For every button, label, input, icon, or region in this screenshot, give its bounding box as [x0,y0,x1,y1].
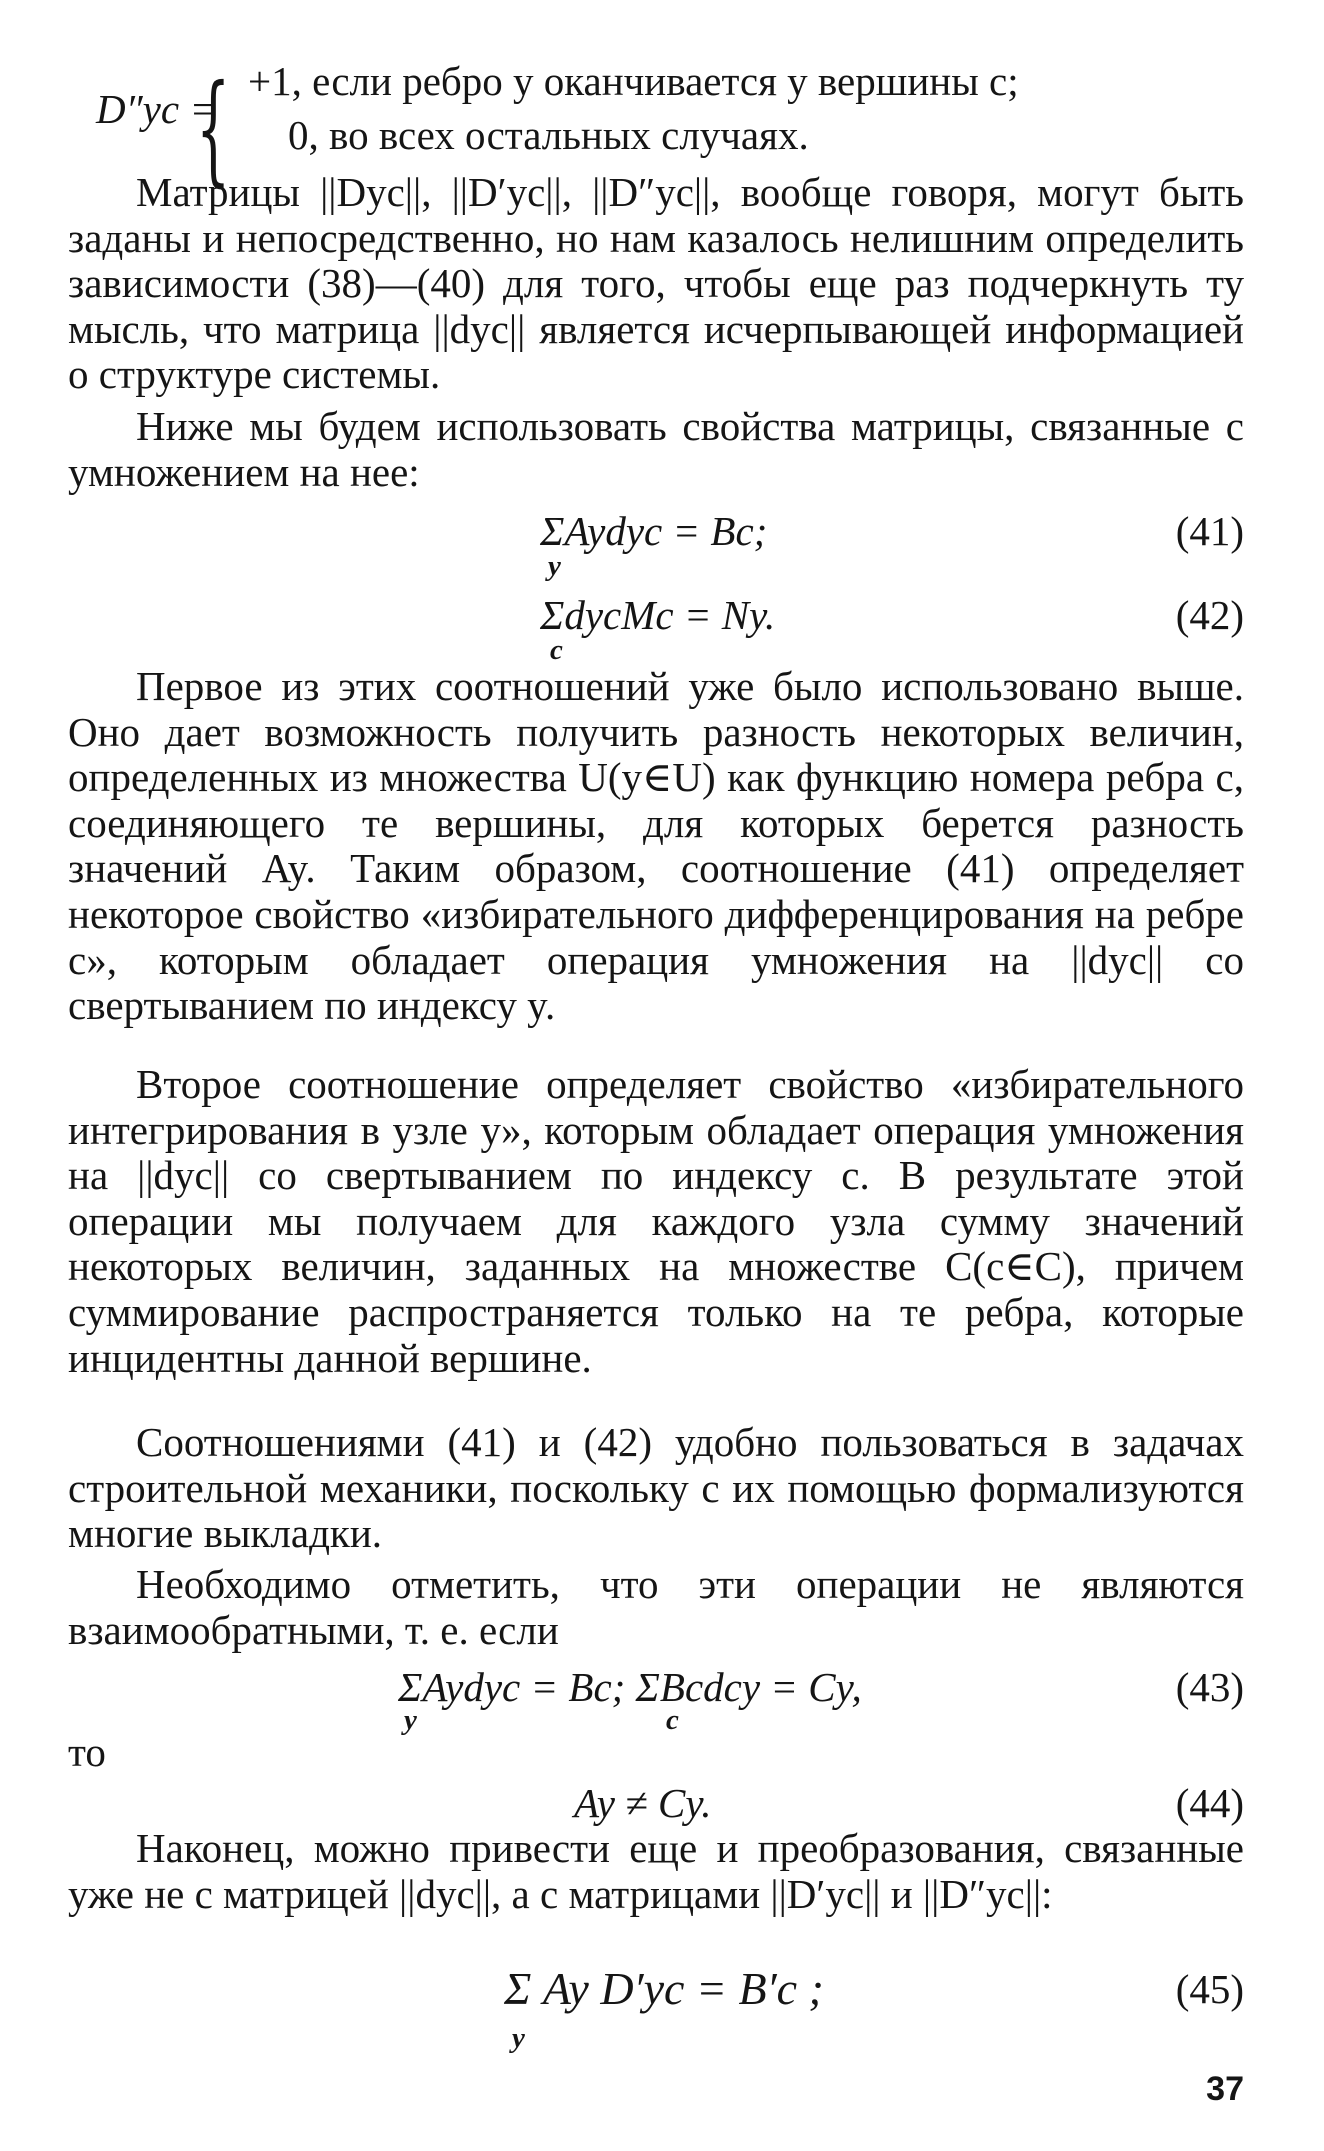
equation-43-number: (43) [1175,1664,1244,1710]
equation-45-index: y [512,2022,525,2054]
equation-45-number: (45) [1175,1966,1244,2012]
definition-case-2: 0, во всех остальных случаях. [288,112,809,158]
paragraph-not-inverse: Необходимо отметить, что эти операции не являются взаимообратными, т. е. если [68,1561,1244,1653]
paragraph-finally: Наконец, можно привести еще и преобразования, связанные уже не с матрицей ||dyc||, а с матрицами ||D′yc|| и ||D″yc||: [68,1825,1244,1917]
equation-44-number: (44) [1175,1780,1244,1826]
case-brace: { [196,60,231,199]
equation-44 [574,1780,712,1826]
equation-41-index: y [548,550,561,582]
equation-43 [398,1664,862,1710]
definition-case-1: +1, если ребро y оканчивается у вершины c; [248,58,1019,104]
paragraph-first-relation: Первое из этих соотношений уже было использовано выше. Оно дает возможность получить разность некоторых величин, определенных из множества U(y∈U) как функцию номера ребра c, соединяющего те вершины, для которых берется разность значений Ay. Таким образом, соотношение (41) определяет некоторое свойство «избирательного дифференцирования на ребре c», которым обладает операция умножения на ||dyc|| со свертыванием по индексу y. [68,663,1244,1029]
equation-44-body: Ay ≠ Cy. [574,1780,712,1826]
paragraph-then: то [68,1729,106,1775]
equation-42-number: (42) [1175,592,1244,638]
equation-43-index-y: y [404,1704,417,1736]
definition-label: D″yc = [96,86,217,132]
equation-43-index-c: c [666,1704,679,1736]
equation-42-body: ΣdycMc = Ny. [540,592,776,638]
equation-45 [504,1963,824,2014]
equation-42-index: c [550,634,563,666]
equation-41 [540,508,767,554]
equation-42 [540,592,775,638]
equation-43-body: ΣAydyc = Bc; ΣBcdcy = Cy, [398,1664,862,1710]
paragraph-second-relation: Второе соотношение определяет свойство «избирательного интегрирования в узле y», которым обладает операция умножения на ||dyc|| со свертыванием по индексу c. В результате этой операции мы получаем для каждого узла сумму значений некоторых величин, заданных на множестве C(c∈C), причем суммирование распространяется только на те ребра, которые инцидентны данной вершине. [68,1061,1244,1381]
paragraph-matrices: Матрицы ||Dyc||, ||D′yc||, ||D″yc||, вообще говоря, могут быть заданы и непосредственно, но нам казалось нелишним определить зависимости (38)—(40) для того, чтобы еще раз подчеркнуть ту мысль, что матрица ||dyc|| является исчерпывающей информацией о структуре системы. [68,169,1244,398]
equation-45-body: Σ Ay D′yc = B′c ; [504,1963,824,2014]
paragraph-properties-intro: Ниже мы будем использовать свойства матрицы, связанные с умножением на нее: [68,403,1244,495]
page-number: 37 [1206,2070,1244,2108]
equation-41-number: (41) [1175,508,1244,554]
equation-41-body: ΣAydyc = Bc; [540,508,768,554]
paragraph-mechanics: Соотношениями (41) и (42) удобно пользоваться в задачах строительной механики, поскольку с их помощью формализуются многие выкладки. [68,1419,1244,1557]
